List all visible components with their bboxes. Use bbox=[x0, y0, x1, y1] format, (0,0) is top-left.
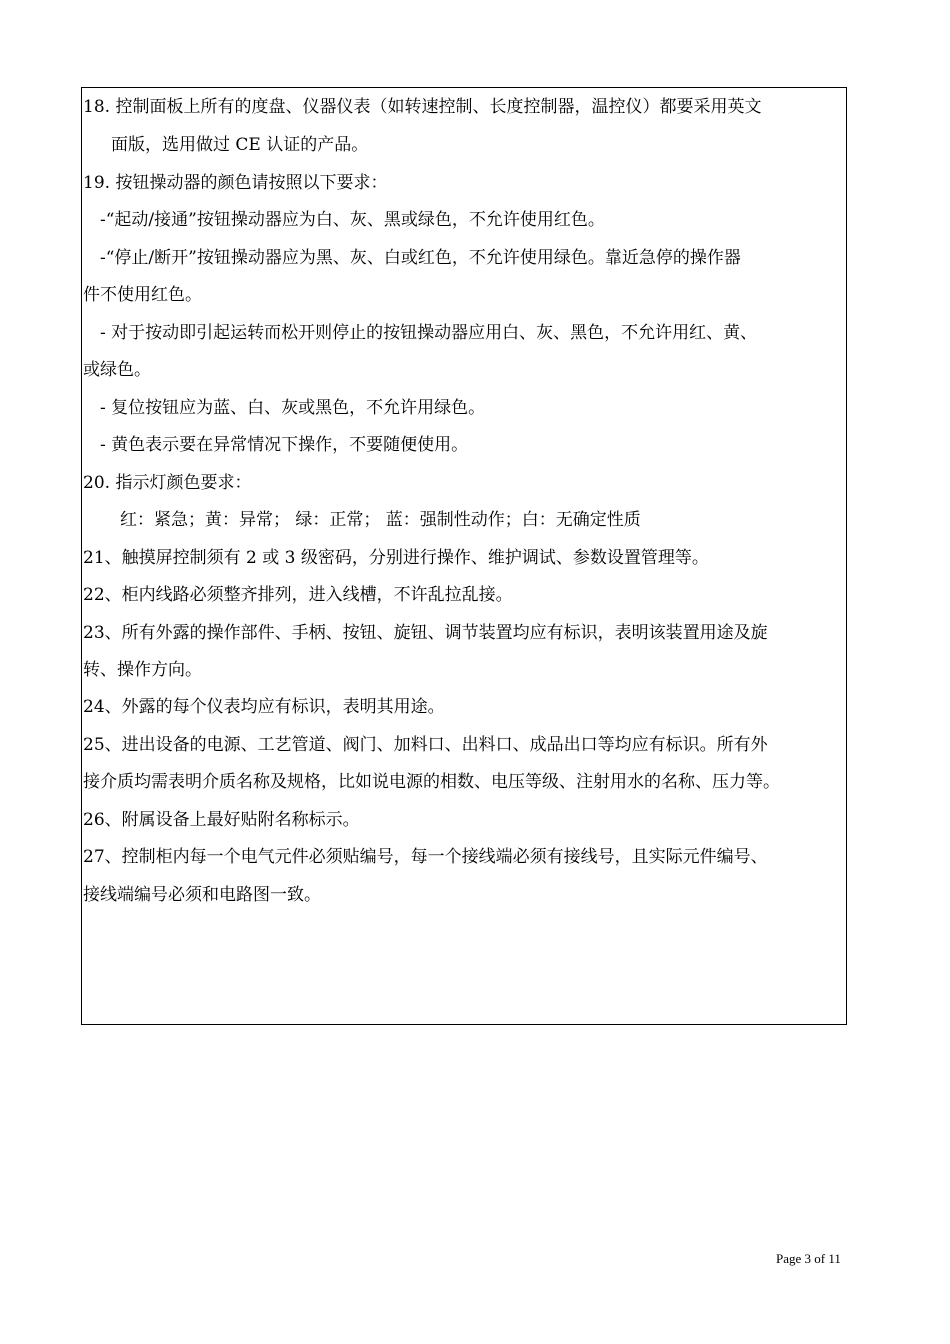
item-26: 26、附属设备上最好贴附名称标示。 bbox=[83, 810, 360, 830]
item-21: 21、触摸屏控制须有 2 或 3 级密码，分别进行操作、维护调试、参数设置管理等。 bbox=[83, 548, 709, 568]
item-25-line-2: 接介质均需表明介质名称及规格，比如说电源的相数、电压等级、注射用水的名称、压力等。 bbox=[83, 772, 780, 792]
item-19-start-button-rule: -“起动/接通”按钮操动器应为白、灰、黑或绿色，不允许使用红色。 bbox=[100, 210, 605, 230]
item-27-line-2: 接线端编号必须和电路图一致。 bbox=[83, 885, 321, 905]
item-19-stop-button-rule-line-1: -“停止/断开”按钮操动器应为黑、灰、白或红色，不允许使用绿色。靠近急停的操作器 bbox=[100, 248, 741, 268]
item-19-stop-button-rule-line-2: 件不使用红色。 bbox=[83, 285, 202, 305]
item-19-momentary-button-rule-line-1: - 对于按动即引起运转而松开则停止的按钮操动器应用白、灰、黑色，不允许用红、黄、 bbox=[100, 323, 758, 343]
item-18-line-2: 面版，选用做过 CE 认证的产品。 bbox=[111, 135, 369, 155]
item-25-line-1: 25、进出设备的电源、工艺管道、阀门、加料口、出料口、成品出口等均应有标识。所有外 bbox=[83, 735, 768, 755]
item-19-momentary-button-rule-line-2: 或绿色。 bbox=[83, 360, 151, 380]
item-19-yellow-rule: - 黄色表示要在异常情况下操作，不要随便使用。 bbox=[100, 435, 469, 455]
item-19-heading: 19. 按钮操动器的颜色请按照以下要求： bbox=[83, 173, 388, 193]
item-20-heading: 20. 指示灯颜色要求： bbox=[83, 473, 252, 493]
item-24: 24、外露的每个仪表均应有标识，表明其用途。 bbox=[83, 697, 445, 717]
item-18-line-1: 18. 控制面板上所有的度盘、仪器仪表（如转速控制、长度控制器，温控仪）都要采用英文 bbox=[83, 97, 762, 117]
page-number: Page 3 of 11 bbox=[776, 1251, 841, 1266]
item-22: 22、柜内线路必须整齐排列，进入线槽，不许乱拉乱接。 bbox=[83, 585, 513, 605]
item-23-line-2: 转、操作方向。 bbox=[83, 660, 202, 680]
item-23-line-1: 23、所有外露的操作部件、手柄、按钮、旋钮、调节装置均应有标识，表明该装置用途及旋 bbox=[83, 623, 768, 643]
item-27-line-1: 27、控制柜内每一个电气元件必须贴编号，每一个接线端必须有接线号，且实际元件编号、 bbox=[83, 847, 768, 867]
item-19-reset-button-rule: - 复位按钮应为蓝、白、灰或黑色，不允许用绿色。 bbox=[100, 398, 486, 418]
item-20-indicator-colors: 红：紧急；黄：异常； 绿：正常； 蓝：强制性动作；白：无确定性质 bbox=[120, 510, 641, 530]
